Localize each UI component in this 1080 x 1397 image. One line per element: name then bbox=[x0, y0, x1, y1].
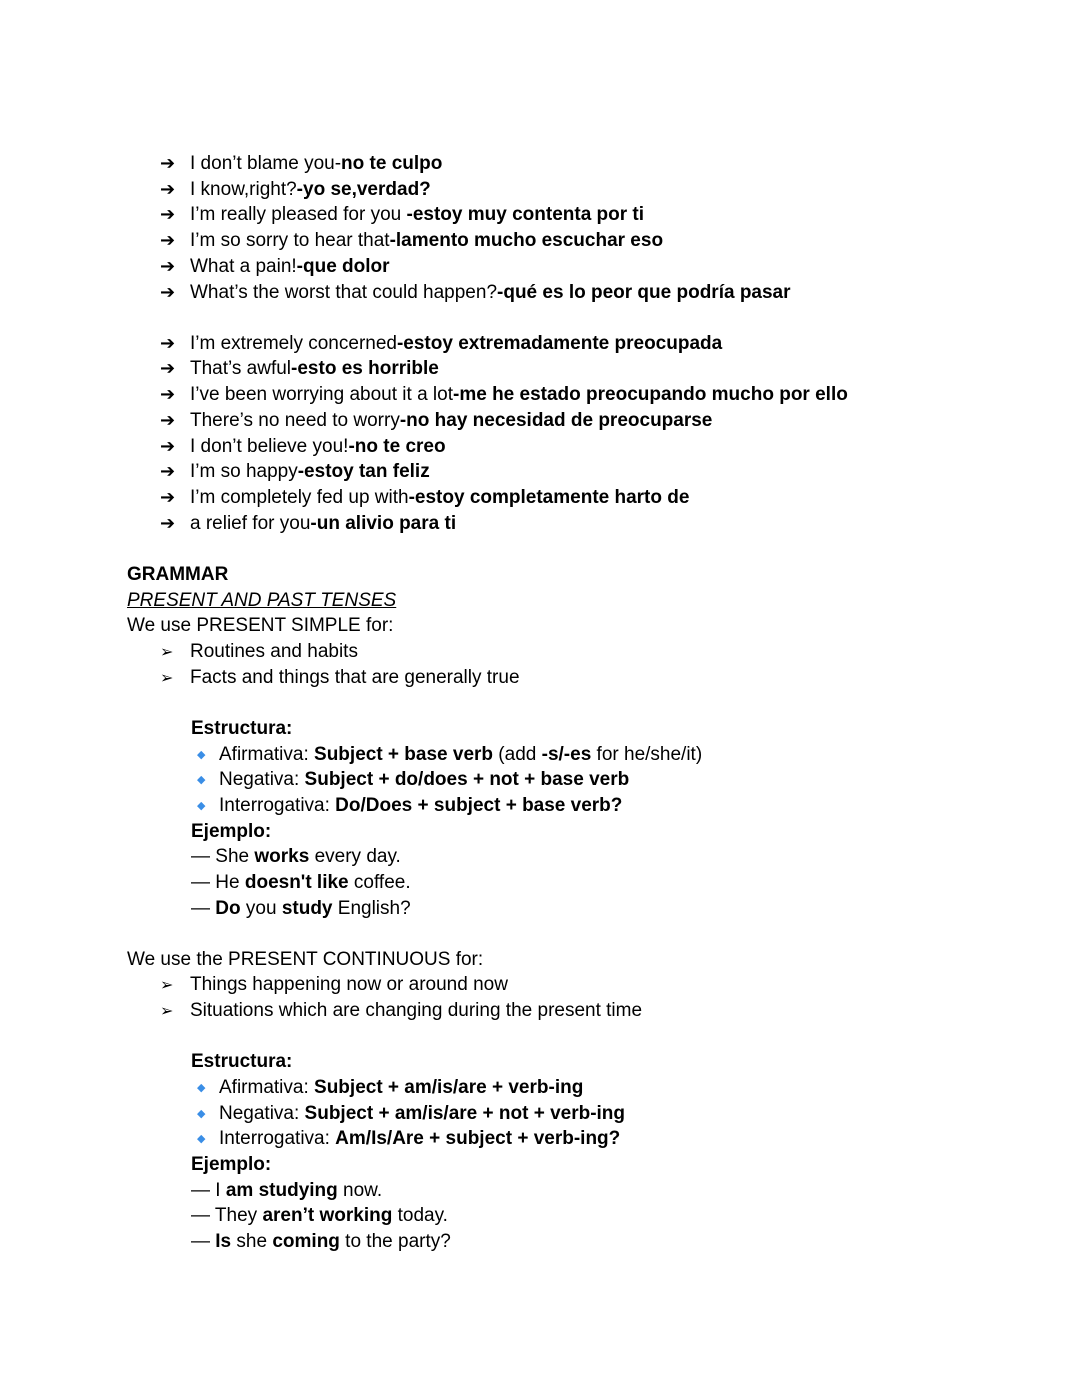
diamond-bullet-icon: ◆ bbox=[197, 773, 206, 786]
example-line: — She works every day. bbox=[191, 846, 401, 867]
structure-item: ◆ Interrogativa: Am/Is/Are + subject + verb-ing? bbox=[191, 1126, 620, 1152]
list-item: ➔ I’m really pleased for you -estoy muy contenta por ti bbox=[160, 202, 644, 228]
right-arrow-icon: ➔ bbox=[160, 153, 176, 174]
list-item: ➔ a relief for you-un alivio para ti bbox=[160, 511, 456, 537]
present-continuous-intro: We use the PRESENT CONTINUOUS for: bbox=[127, 949, 484, 970]
example-line: — They aren’t working today. bbox=[191, 1205, 448, 1226]
example-line: — He doesn't like coffee. bbox=[191, 872, 411, 893]
ejemplo-label: Ejemplo: bbox=[191, 1154, 272, 1175]
right-arrow-icon: ➔ bbox=[160, 204, 176, 225]
list-item: ➔ I’m so sorry to hear that-lamento mucho escuchar eso bbox=[160, 228, 663, 254]
structure-item: ◆ Negativa: Subject + do/does + not + base verb bbox=[191, 767, 629, 793]
diamond-bullet-icon: ◆ bbox=[197, 799, 206, 812]
estructura-label: Estructura: bbox=[191, 1051, 293, 1072]
right-arrow-icon: ➔ bbox=[160, 256, 176, 277]
structure-item: ◆ Afirmativa: Subject + am/is/are + verb-ing bbox=[191, 1075, 583, 1101]
list-item: ➢ Routines and habits bbox=[160, 639, 358, 665]
right-arrow-icon: ➔ bbox=[160, 230, 176, 251]
right-arrow-icon: ➔ bbox=[160, 179, 176, 200]
right-arrow-icon: ➔ bbox=[160, 410, 176, 431]
list-item: ➢ Things happening now or around now bbox=[160, 972, 508, 998]
right-arrow-icon: ➔ bbox=[160, 513, 176, 534]
diamond-bullet-icon: ◆ bbox=[197, 1132, 206, 1145]
structure-item: ◆ Interrogativa: Do/Does + subject + base verb? bbox=[191, 793, 622, 819]
right-arrow-icon: ➔ bbox=[160, 282, 176, 303]
estructura-label: Estructura: bbox=[191, 718, 293, 739]
list-item: ➢ Facts and things that are generally true bbox=[160, 665, 520, 691]
right-arrow-icon: ➔ bbox=[160, 333, 176, 354]
list-item: ➔ I’ve been worrying about it a lot-me he estado preocupando mucho por ello bbox=[160, 382, 848, 408]
right-arrow-icon: ➔ bbox=[160, 461, 176, 482]
right-arrow-icon: ➔ bbox=[160, 487, 176, 508]
list-item: ➢ Situations which are changing during the present time bbox=[160, 998, 642, 1024]
example-line: — Is she coming to the party? bbox=[191, 1231, 451, 1252]
example-line: — I am studying now. bbox=[191, 1180, 383, 1201]
diamond-bullet-icon: ◆ bbox=[197, 1081, 206, 1094]
arrowhead-icon: ➢ bbox=[160, 642, 174, 661]
list-item: ➔ I know,right?-yo se,verdad? bbox=[160, 177, 431, 203]
present-simple-intro: We use PRESENT SIMPLE for: bbox=[127, 615, 394, 636]
structure-item: ◆ Afirmativa: Subject + base verb (add -s/-es for he/she/it) bbox=[191, 742, 702, 768]
ejemplo-label: Ejemplo: bbox=[191, 821, 272, 842]
list-item: ➔ That’s awful-esto es horrible bbox=[160, 356, 439, 382]
diamond-bullet-icon: ◆ bbox=[197, 1107, 206, 1120]
section-subtitle: PRESENT AND PAST TENSES bbox=[127, 590, 397, 611]
example-line: — Do you study English? bbox=[191, 898, 411, 919]
list-item: ➔ I don’t blame you-no te culpo bbox=[160, 151, 442, 177]
arrowhead-icon: ➢ bbox=[160, 1001, 174, 1020]
right-arrow-icon: ➔ bbox=[160, 384, 176, 405]
list-item: ➔ What’s the worst that could happen?-qué es lo peor que podría pasar bbox=[160, 280, 791, 306]
right-arrow-icon: ➔ bbox=[160, 358, 176, 379]
arrowhead-icon: ➢ bbox=[160, 668, 174, 687]
list-item: ➔ There’s no need to worry-no hay necesidad de preocuparse bbox=[160, 408, 712, 434]
list-item: ➔ I’m so happy-estoy tan feliz bbox=[160, 459, 430, 485]
right-arrow-icon: ➔ bbox=[160, 436, 176, 457]
section-title: GRAMMAR bbox=[127, 564, 229, 585]
list-item: ➔ What a pain!-que dolor bbox=[160, 254, 390, 280]
list-item: ➔ I don’t believe you!-no te creo bbox=[160, 434, 446, 460]
arrowhead-icon: ➢ bbox=[160, 975, 174, 994]
structure-item: ◆ Negativa: Subject + am/is/are + not + verb-ing bbox=[191, 1101, 625, 1127]
list-item: ➔ I’m completely fed up with-estoy completamente harto de bbox=[160, 485, 689, 511]
list-item: ➔ I’m extremely concerned-estoy extremadamente preocupada bbox=[160, 331, 722, 357]
diamond-bullet-icon: ◆ bbox=[197, 748, 206, 761]
